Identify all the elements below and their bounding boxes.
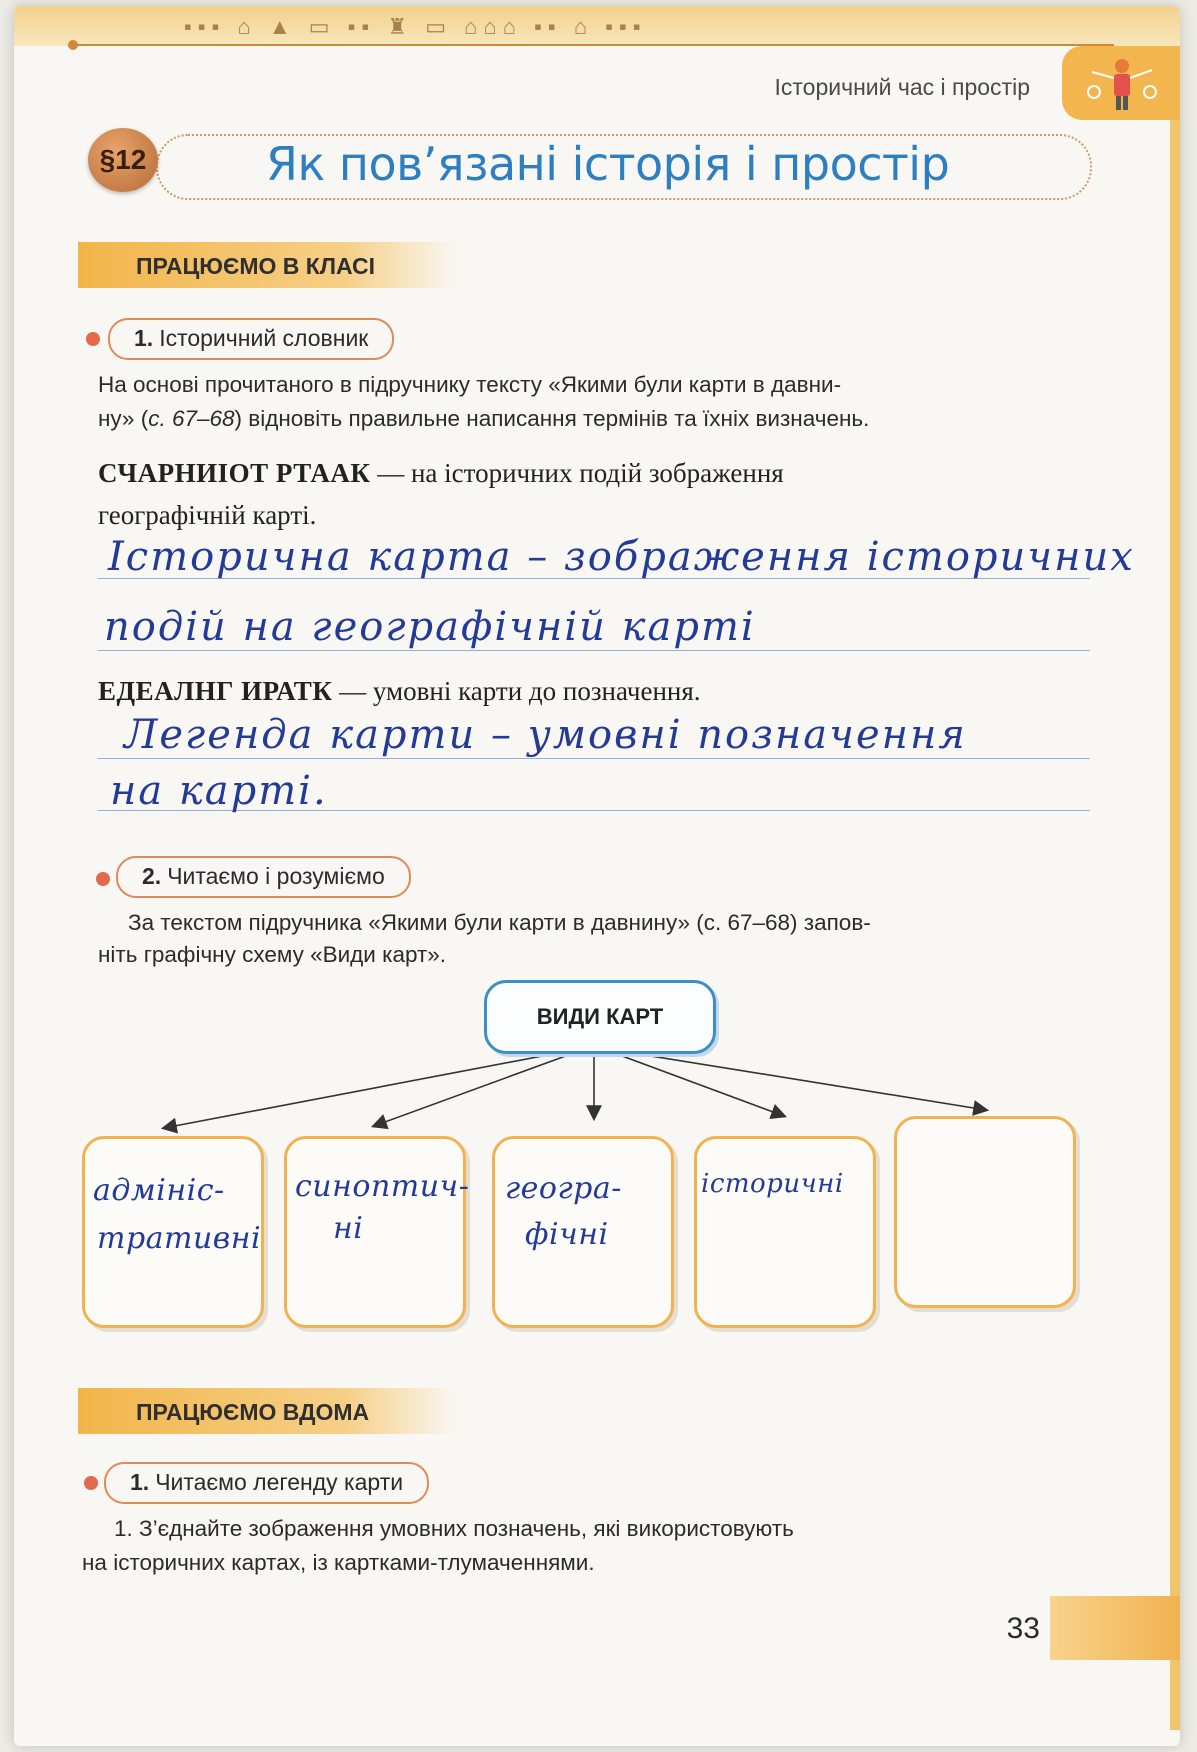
- section-home-label: ПРАЦЮЄМО ВДОМА: [136, 1399, 370, 1425]
- card-answer: історичні: [701, 1169, 844, 1199]
- term2-scrambled: ЕДЕАЛНГ ИРАТК: [98, 676, 333, 706]
- map-type-card[interactable]: [492, 1136, 674, 1328]
- card-answer: геогра-: [505, 1171, 622, 1206]
- task2-title: Читаємо і розуміємо: [167, 863, 385, 889]
- card-answer: ні: [333, 1211, 364, 1246]
- handwritten-answer: Історична карта – зображення історичних: [108, 534, 1135, 580]
- section-home: [78, 1388, 458, 1434]
- task-bullet: [84, 1476, 98, 1490]
- term1-definition-cont: географічній карті.: [98, 500, 317, 530]
- home-task1-title: Читаємо легенду карти: [155, 1469, 404, 1495]
- instruction-line: 1. З’єднайте зображення умовних позначень, які використовують: [114, 1516, 794, 1541]
- arrow: [614, 1050, 986, 1110]
- ornament-icon: ▪▪▪ ⌂ ▲ ▭ ▪▪ ♜ ▭ ⌂⌂⌂ ▪▪ ⌂ ▪▪▪: [184, 14, 647, 39]
- card-answer: синоптич-: [295, 1169, 470, 1204]
- task1-number: 1.: [134, 325, 154, 351]
- scheme-root: ВИДИ КАРТ: [484, 980, 716, 1054]
- task1-title: Історичний словник: [159, 325, 369, 351]
- title-text: Як пов’язані історія і простір: [266, 137, 950, 191]
- map-type-card[interactable]: [284, 1136, 470, 1328]
- instruction-line: ну» (с. 67–68) відновіть правильне написання термінів та їхніх визначень.: [98, 406, 870, 431]
- home-task1-label: [104, 1462, 429, 1504]
- handwritten-answer: на карті.: [110, 768, 328, 814]
- card-answer: фічні: [525, 1217, 609, 1252]
- map-type-card[interactable]: [894, 1116, 1076, 1308]
- paragraph-badge: §12: [88, 128, 158, 192]
- handwritten-answer: Легенда карти – умовні позначення: [124, 712, 967, 758]
- term1-definition: — на історичних подій зображення: [370, 458, 784, 488]
- instruction-line: на історичних картах, із картками-тлумаченнями.: [82, 1550, 595, 1575]
- arrow: [606, 1050, 784, 1116]
- page-number-tab: [1050, 1596, 1180, 1660]
- handwritten-answer: подій на географічній карті: [104, 604, 756, 650]
- task2-number: 2.: [142, 863, 162, 889]
- running-title: Історичний час і простір: [774, 74, 1030, 100]
- map-type-card[interactable]: [694, 1136, 876, 1328]
- instruction-line: На основі прочитаного в підручнику тексту «Якими були карти в давни-: [98, 372, 842, 397]
- card-answer: тративні: [97, 1221, 262, 1256]
- arrow: [164, 1050, 574, 1128]
- arrow: [374, 1050, 582, 1126]
- instruction-line: ніть графічну схему «Види карт».: [98, 942, 447, 967]
- map-type-card[interactable]: [82, 1136, 264, 1328]
- home-task1-number: 1.: [130, 1469, 150, 1495]
- home-task1-instruction-cont: [82, 1546, 1072, 1580]
- section-class-label: ПРАЦЮЄМО В КЛАСІ: [136, 253, 375, 279]
- page-number: 33: [1006, 1612, 1040, 1645]
- instruction-line: За текстом підручника «Якими були карти в давнину» (с. 67–68) запов-: [128, 910, 871, 935]
- card-answer: адмініс-: [93, 1173, 225, 1208]
- term2-definition: — умовні карти до позначення.: [332, 676, 701, 706]
- workbook-page: [14, 6, 1180, 1746]
- home-task1-instruction: [114, 1512, 1088, 1546]
- term1-scrambled: СЧАРНИІОТ РТААК: [98, 458, 371, 488]
